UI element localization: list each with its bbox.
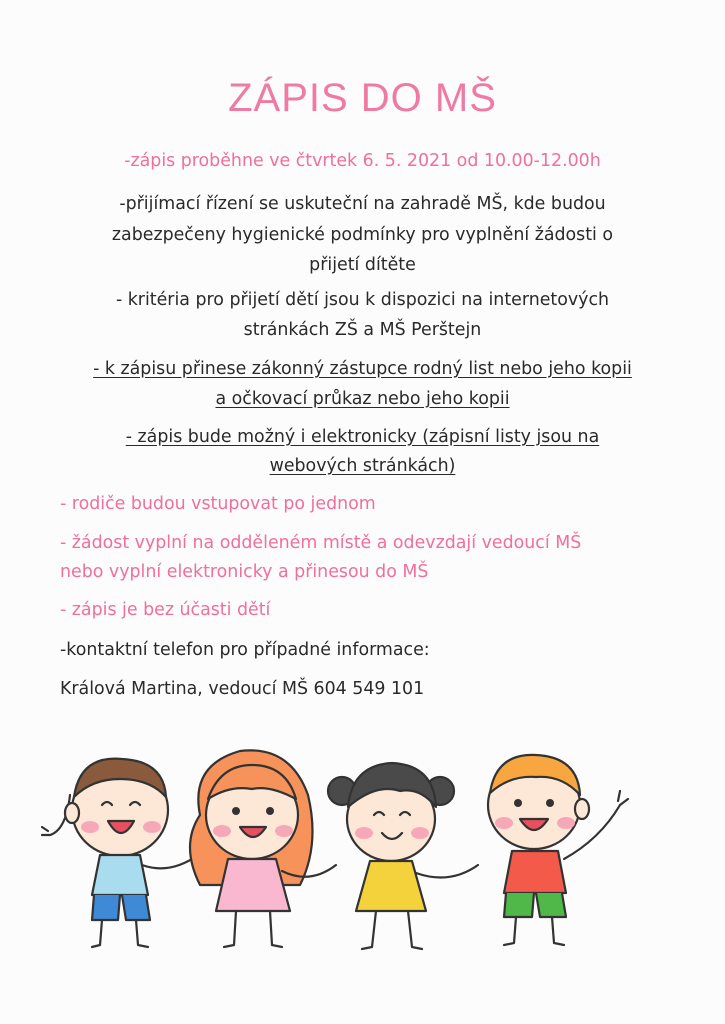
documents-text-2: a očkovací průkaz nebo jeho kopii — [215, 389, 510, 409]
criteria-line-2: stránkách ZŠ a MŠ Perštejn — [243, 320, 482, 340]
kid-3-figure — [328, 763, 478, 949]
page-title: ZÁPIS DO MŠ — [228, 76, 497, 120]
garden-line-1: -přijímací řízení se uskuteční na zahradě MŠ, kde budou — [119, 194, 606, 214]
garden-line-3: přijetí dítěte — [309, 255, 416, 275]
parents-line: - rodiče budou vstupovat po jednom — [60, 494, 376, 514]
contact-label-line: -kontaktní telefon pro případné informace: — [60, 640, 430, 660]
electronic-line-1 — [0, 424, 725, 451]
date-line: -zápis proběhne ve čtvrtek 6. 5. 2021 od 10.00-12.00h — [124, 151, 601, 171]
kid-2-figure — [190, 750, 336, 947]
children-illustration — [30, 735, 650, 955]
criteria-line-1: - kritéria pro přijetí dětí jsou k dispozici na internetových — [115, 290, 610, 310]
kid-4-figure — [488, 755, 628, 945]
documents-line-2 — [0, 386, 725, 413]
documents-line-1 — [0, 356, 725, 383]
electronic-line-2 — [0, 453, 725, 480]
request-line-1: - žádost vyplní na odděleném místě a odevzdají vedoucí MŠ — [60, 533, 582, 553]
documents-text-1: - k zápisu přinese zákonný zástupce rodný list nebo jeho kopii — [93, 359, 632, 379]
request-line-2: nebo vyplní elektronicky a přinesou do MŠ — [60, 562, 429, 582]
electronic-text-1: - zápis bude možný i elektronicky (zápisní listy jsou na — [125, 427, 600, 447]
kid-1-figure — [42, 759, 198, 947]
electronic-text-2: webových stránkách) — [269, 456, 456, 476]
contact-person-line: Králová Martina, vedoucí MŠ 604 549 101 — [60, 679, 425, 699]
no-children-line: - zápis je bez účasti dětí — [60, 600, 271, 620]
garden-line-2: zabezpečeny hygienické podmínky pro vyplnění žádosti o — [111, 225, 614, 245]
